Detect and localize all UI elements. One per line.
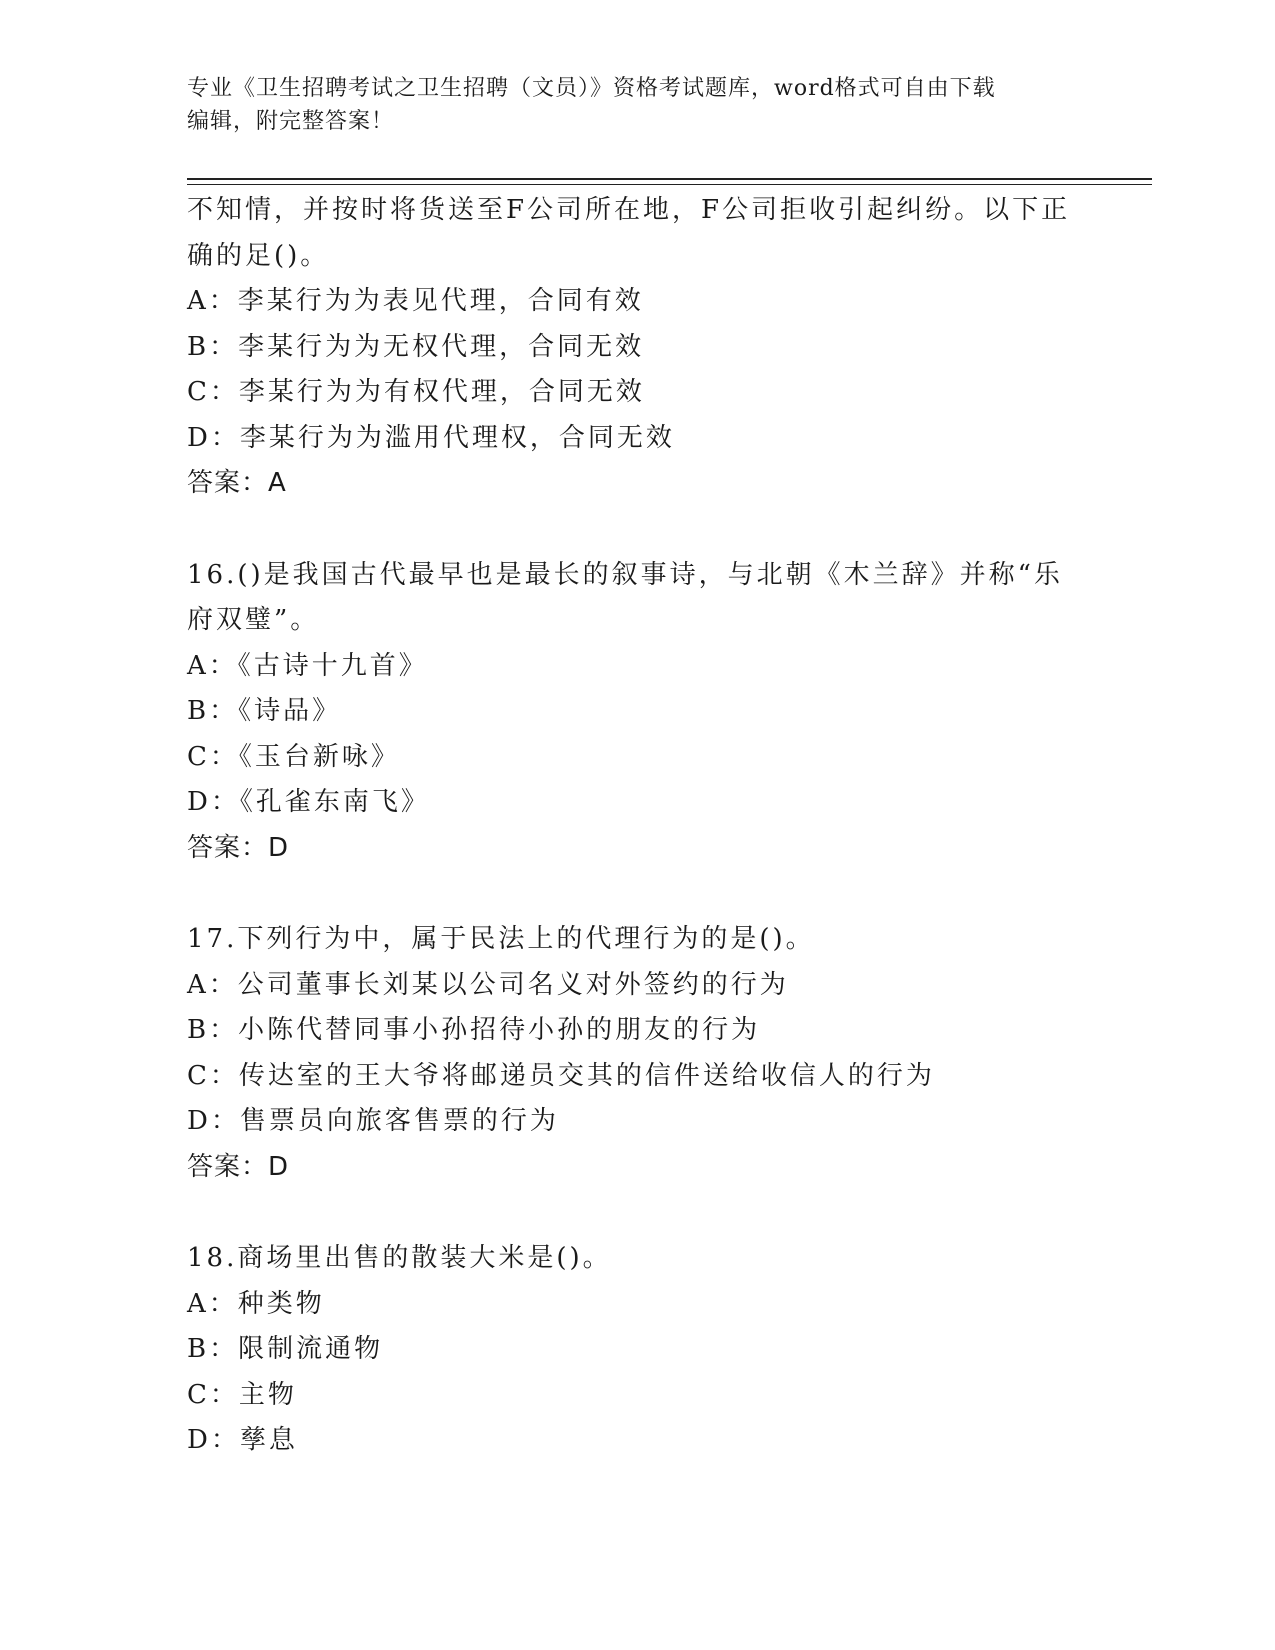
option-a: A：李某行为为表见代理，合同有效 — [187, 286, 644, 316]
question-18 — [187, 1236, 1087, 1464]
question-list — [187, 188, 1087, 1464]
option-b: B：小陈代替同事小孙招待小孙的朋友的行为 — [187, 1015, 761, 1045]
option-b: B：李某行为为无权代理，合同无效 — [187, 331, 645, 362]
question-17 — [187, 917, 1087, 1190]
option-c: C：主物 — [187, 1379, 297, 1410]
option-c: C：李某行为为有权代理，合同无效 — [187, 377, 645, 407]
question-15 — [187, 188, 1087, 507]
option-c: C：《玉台新咏》 — [187, 741, 400, 772]
option-d: D：李某行为为滥用代理权，合同无效 — [187, 422, 675, 453]
option-b: B：《诗品》 — [187, 696, 342, 726]
header-line-2: 编辑，附完整答案！ — [187, 109, 395, 134]
header-divider-thick — [187, 178, 1152, 180]
option-d: D：售票员向旅客售票的行为 — [187, 1106, 559, 1136]
question-stem: 府双璧”。 — [187, 605, 320, 635]
question-stem: 不知情，并按时将货送至F公司所在地，F公司拒收引起纠纷。以下正 — [187, 195, 1071, 225]
question-stem: 16.()是我国古代最早也是最长的叙事诗，与北朝《木兰辞》并称“乐 — [187, 559, 1063, 590]
question-stem: 17.下列行为中，属于民法上的代理行为的是()。 — [187, 924, 815, 954]
document-header — [187, 72, 1087, 138]
option-d: D：《孔雀东南飞》 — [187, 787, 430, 817]
option-a: A：《古诗十九首》 — [187, 650, 428, 681]
option-d: D：孳息 — [187, 1425, 298, 1455]
header-line-1: 专业《卫生招聘考试之卫生招聘（文员）》资格考试题库，word格式可自由下载 — [187, 76, 996, 101]
option-a: A：种类物 — [187, 1288, 325, 1319]
option-a: A：公司董事长刘某以公司名义对外签约的行为 — [187, 969, 789, 1000]
answer-line: 答案：A — [187, 468, 287, 498]
option-c: C：传达室的王大爷将邮递员交其的信件送给收信人的行为 — [187, 1060, 935, 1091]
question-stem: 确的足()。 — [187, 240, 330, 271]
option-b: B：限制流通物 — [187, 1334, 384, 1364]
question-16 — [187, 553, 1087, 872]
header-divider-thin — [187, 184, 1152, 185]
question-stem: 18.商场里出售的散装大米是()。 — [187, 1243, 612, 1273]
answer-line: 答案：D — [187, 1151, 290, 1182]
answer-line: 答案：D — [187, 832, 290, 863]
